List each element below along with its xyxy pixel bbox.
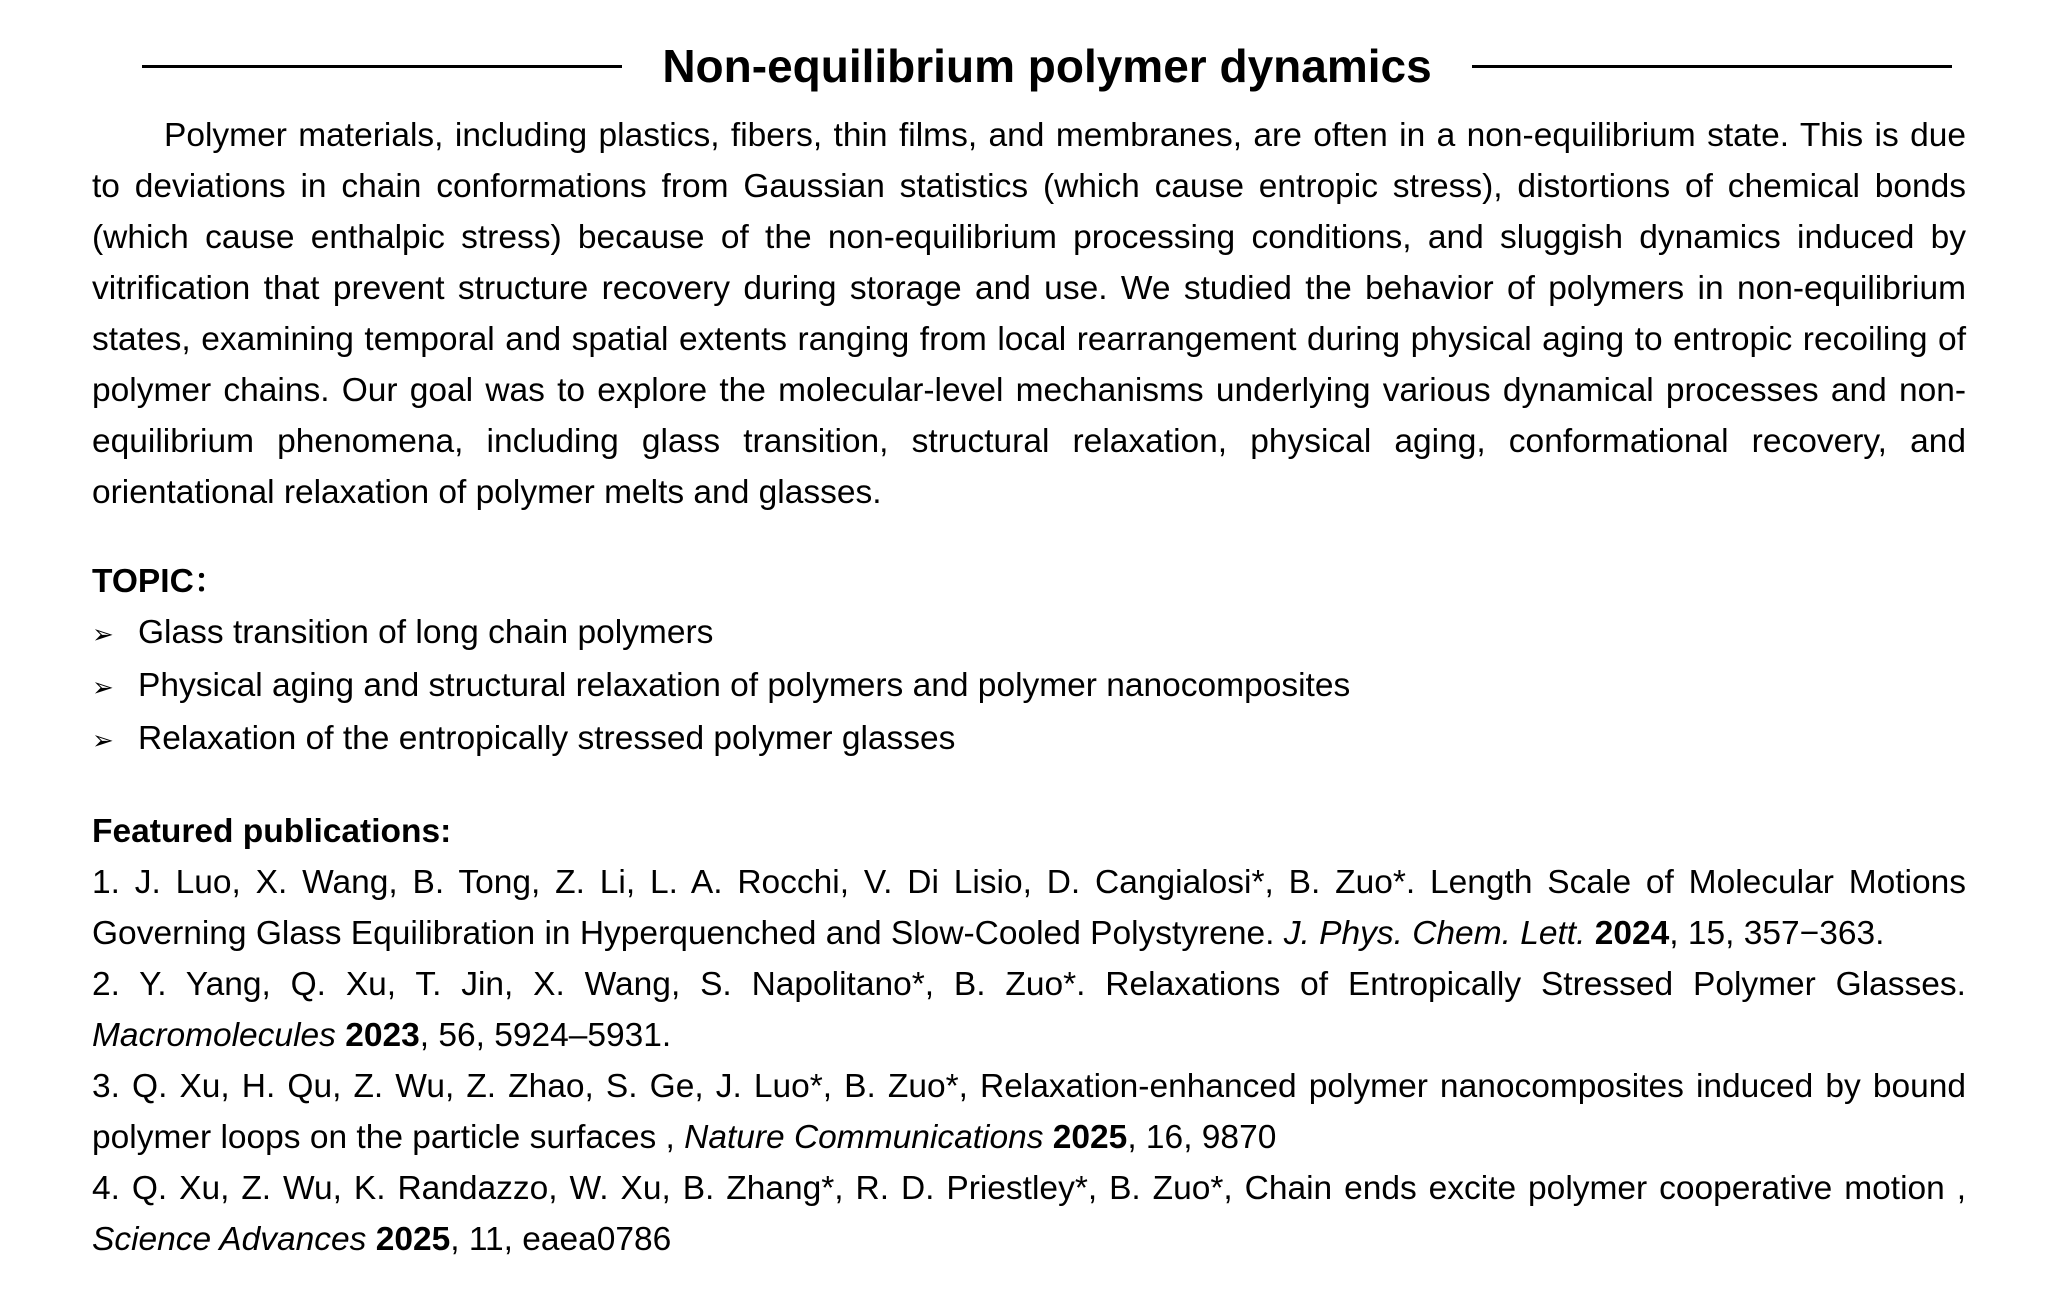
- publications-heading: Featured publications:: [92, 813, 452, 850]
- publication-details: , 56, 5924–5931.: [419, 1017, 672, 1054]
- publication-journal: Nature Communications: [684, 1119, 1044, 1156]
- topic-item-text: Physical aging and structural relaxation of polymers and polymer nanocomposites: [138, 667, 1351, 704]
- topic-list: [92, 607, 1966, 766]
- publication-journal: Macromolecules: [92, 1017, 336, 1054]
- arrow-bullet-icon: ➢: [92, 619, 114, 649]
- publication-details: , 16, 9870: [1127, 1119, 1277, 1156]
- publication-year: 2023: [345, 1017, 420, 1054]
- topic-item-text: Relaxation of the entropically stressed polymer glasses: [138, 720, 956, 757]
- publication-item: [92, 1163, 1966, 1265]
- publication-journal: Science Advances: [92, 1221, 367, 1258]
- publication-journal: J. Phys. Chem. Lett.: [1283, 915, 1586, 952]
- publication-list: [92, 857, 1966, 1265]
- publication-item: [92, 959, 1966, 1061]
- publication-citation: 3. Q. Xu, H. Qu, Z. Wu, Z. Zhao, S. Ge, J. Luo*, B. Zuo*, Relaxation-enhanced polymer nanocomposites induced by bound polymer loops on the particle surfaces ,: [92, 1068, 1966, 1156]
- publication-citation: 2. Y. Yang, Q. Xu, T. Jin, X. Wang, S. Napolitano*, B. Zuo*. Relaxations of Entropically Stressed Polymer Glasses.: [92, 966, 1966, 1003]
- title-rule-right: [1472, 65, 1952, 68]
- title-rule-left: [142, 65, 622, 68]
- topic-item: [92, 607, 1966, 660]
- publication-citation: 1. J. Luo, X. Wang, B. Tong, Z. Li, L. A. Rocchi, V. Di Lisio, D. Cangialosi*, B. Zuo*. Length Scale of Molecular Motions Governing Glass Equilibration in Hyperquenched and Slow-Cooled Polystyrene.: [92, 864, 1966, 952]
- topic-item-text: Glass transition of long chain polymers: [138, 614, 714, 651]
- arrow-bullet-icon: ➢: [92, 672, 114, 702]
- topic-heading: TOPIC：: [92, 563, 228, 600]
- publication-year: 2025: [1052, 1119, 1128, 1156]
- topic-item: [92, 713, 1966, 766]
- intro-paragraph: Polymer materials, including plastics, fibers, thin films, and membranes, are often in a non-equilibrium state. This is due to deviations in chain conformations from Gaussian statistics (which cause entropic stress), distortions of chemical bonds (which cause enthalpic stress) because of the non-equilibrium processing conditions, and sluggish dynamics induced by vitrification that prevent structure recovery during storage and use. We studied the behavior of polymers in non-equilibrium states, examining temporal and spatial extents ranging from local rearrangement during physical aging to entropic recoiling of polymer chains. Our goal was to explore the molecular-level mechanisms underlying various dynamical processes and non-equilibrium phenomena, including glass transition, structural relaxation, physical aging, conformational recovery, and orientational relaxation of polymer melts and glasses.: [92, 117, 1966, 511]
- publication-year: 2024: [1594, 915, 1670, 952]
- publication-citation: 4. Q. Xu, Z. Wu, K. Randazzo, W. Xu, B. Zhang*, R. D. Priestley*, B. Zuo*, Chain ends excite polymer cooperative motion ,: [92, 1170, 1966, 1207]
- topic-item: [92, 660, 1966, 713]
- document-page: [92, 36, 1966, 1265]
- arrow-bullet-icon: ➢: [92, 725, 114, 755]
- publication-item: [92, 857, 1966, 959]
- publication-item: [92, 1061, 1966, 1163]
- page-title: Non-equilibrium polymer dynamics: [662, 40, 1432, 92]
- title-row: [118, 36, 1992, 96]
- publication-details: , 15, 357−363.: [1669, 915, 1885, 952]
- publication-year: 2025: [375, 1221, 451, 1258]
- publication-details: , 11, eaea0786: [450, 1221, 672, 1258]
